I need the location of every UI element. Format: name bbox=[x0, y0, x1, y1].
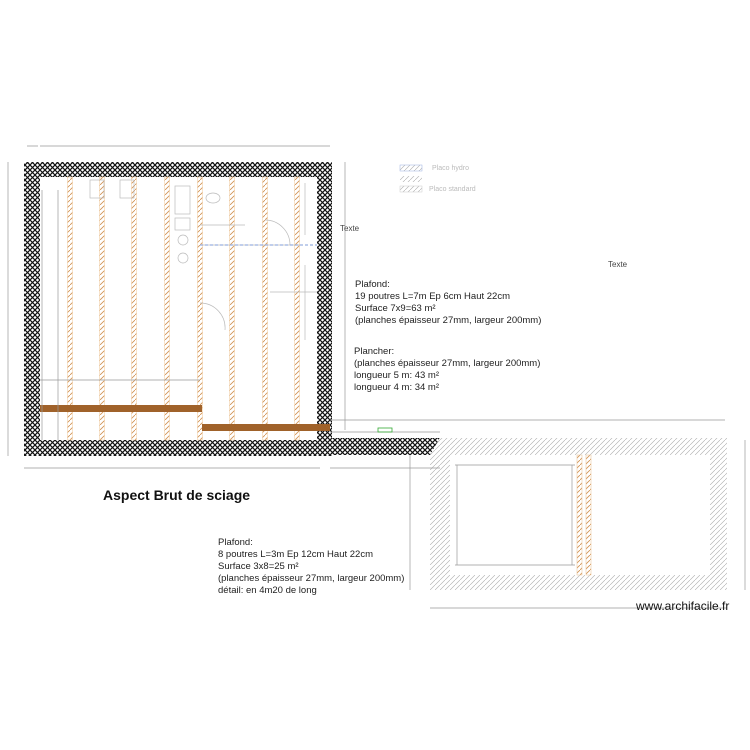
note-line: longueur 5 m: 43 m² bbox=[354, 370, 440, 381]
note-line: (planches épaisseur 27mm, largeur 200mm) bbox=[354, 358, 541, 369]
text-label: Texte bbox=[608, 260, 628, 269]
note-line: (planches épaisseur 27mm, largeur 200mm) bbox=[218, 573, 405, 584]
legend-placo-standard: Placo standard bbox=[429, 186, 476, 193]
ceiling-beam bbox=[132, 177, 137, 440]
note-line: détail: en 4m20 de long bbox=[218, 585, 317, 596]
note-line: Surface 7x9=63 m² bbox=[355, 303, 436, 314]
ceiling-beam bbox=[295, 177, 300, 440]
note-line: longueur 4 m: 34 m² bbox=[354, 382, 440, 393]
ceiling-beam bbox=[198, 177, 203, 440]
legend-swatch-hydro bbox=[400, 165, 422, 171]
plancher-note bbox=[354, 346, 540, 394]
ceiling-beam bbox=[165, 177, 170, 440]
text-label: Texte bbox=[340, 224, 360, 233]
ceiling-beam bbox=[68, 177, 73, 440]
legend-swatch-standard bbox=[400, 186, 422, 192]
ceiling-beam bbox=[230, 177, 235, 440]
plafond-main-note bbox=[355, 279, 541, 327]
note-line: Plancher: bbox=[354, 346, 395, 357]
plafond-annex-note bbox=[218, 537, 404, 597]
legend-swatch bbox=[400, 176, 422, 182]
connector-wall bbox=[317, 438, 440, 455]
finish-title: Aspect Brut de sciage bbox=[103, 487, 251, 503]
note-line: Plafond: bbox=[218, 537, 253, 548]
note-line: 8 poutres L=3m Ep 12cm Haut 22cm bbox=[218, 549, 373, 560]
annex-beam bbox=[586, 455, 591, 575]
note-line: Surface 3x8=25 m² bbox=[218, 561, 299, 572]
ceiling-beam bbox=[100, 177, 105, 440]
fixtures bbox=[90, 180, 317, 340]
legend-placo-hydro: Placo hydro bbox=[432, 165, 469, 172]
note-line: 19 poutres L=7m Ep 6cm Haut 22cm bbox=[355, 291, 510, 302]
note-line: (planches épaisseur 27mm, largeur 200mm) bbox=[355, 315, 542, 326]
ceiling-beam bbox=[263, 177, 268, 440]
watermark: www.archifacile.fr bbox=[636, 599, 730, 613]
floor-bar bbox=[202, 424, 330, 431]
green-marker bbox=[378, 428, 392, 432]
floor-bar bbox=[40, 405, 202, 412]
ceiling-beams bbox=[68, 177, 300, 440]
annex-beam bbox=[577, 455, 582, 575]
note-line: Plafond: bbox=[355, 279, 390, 290]
